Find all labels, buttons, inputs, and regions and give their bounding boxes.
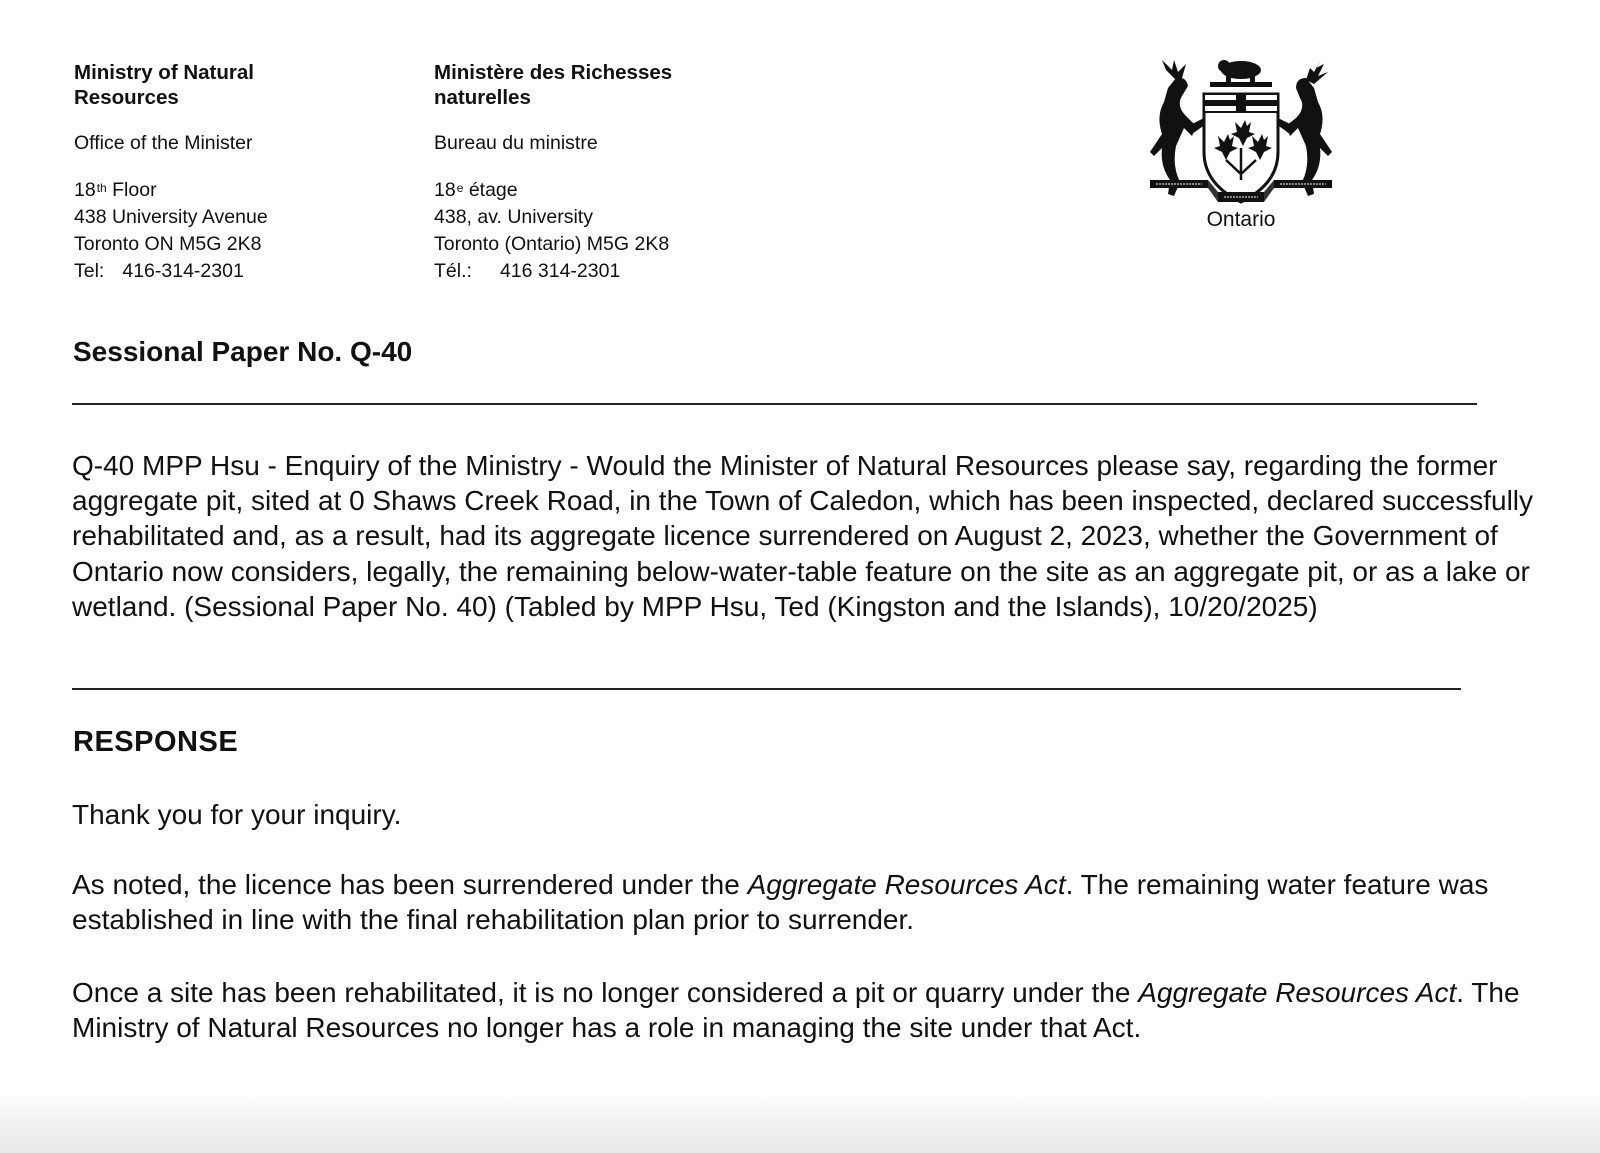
address-fr (434, 177, 672, 285)
tel-en (74, 258, 268, 285)
ministry-name-en (74, 60, 268, 110)
letterhead-french (434, 60, 672, 285)
tel-value-fr: 416 314-2301 (499, 260, 621, 282)
p2-act-name: Aggregate Resources Act (747, 869, 1066, 900)
ministry-name-fr (434, 60, 672, 110)
floor-number-fr: 18 (434, 179, 456, 201)
sessional-paper-title: Sessional Paper No. Q-40 (73, 336, 413, 367)
response-heading: RESPONSE (73, 726, 239, 758)
office-name-fr: Bureau du ministre (434, 132, 598, 154)
street-fr: 438, av. University (434, 206, 593, 228)
floor-suffix-fr: e (456, 181, 464, 195)
floor-fr (434, 177, 672, 204)
floor-suffix-en: th (96, 181, 107, 195)
tel-value-en: 416-314-2301 (122, 260, 244, 282)
floor-word-en: Floor (112, 179, 157, 201)
ontario-wordmark: Ontario (1206, 208, 1276, 231)
p2-text-a: As noted, the licence has been surrendered under the (72, 869, 748, 900)
floor-en (74, 177, 268, 204)
tel-fr (434, 258, 672, 285)
response-paragraph-2 (72, 867, 1562, 937)
page-bottom-shade (0, 1091, 1600, 1153)
city-en: Toronto ON M5G 2K8 (74, 233, 262, 255)
deer-supporter-icon (1276, 58, 1332, 196)
response-paragraph-1: Thank you for your inquiry. (72, 799, 402, 830)
p3-act-name: Aggregate Resources Act (1138, 977, 1457, 1008)
floor-number-en: 18 (74, 179, 96, 201)
office-name-en: Office of the Minister (74, 132, 253, 154)
shield-icon (1204, 94, 1278, 202)
city-fr: Toronto (Ontario) M5G 2K8 (434, 233, 670, 255)
tel-label-fr: Tél.: (434, 260, 472, 282)
ministry-name-en-line-2: Resources (74, 86, 179, 109)
p3-text-a: Once a site has been rehabilitated, it is no longer considered a pit or quarry under the (72, 977, 1139, 1008)
ministry-name-fr-line-2: naturelles (434, 86, 531, 109)
question-text: Q-40 MPP Hsu - Enquiry of the Ministry - Would the Minister of Natural Resources please say, regarding the former aggregate pit, sited at 0 Shaws Creek Road, in the Town of Caledon, which has been inspected, declared successfully rehabilitated and, as a result, had its aggregate licence surrendered on August 2, 2023, whether the Government of Ontario now considers, legally, the remaining below-water-table feature on the site as an aggregate pit, or as a lake or wetland. (Sessional Paper No. 40) (Tabled by MPP Hsu, Ted (Kingston and the Islands), 10/20/2025) (72, 450, 1534, 622)
divider-bottom (72, 688, 1461, 690)
p3-text-b: . The Ministry of Natural Resources no longer has a role in managing the site under that Act. (72, 977, 1520, 1044)
floor-word-fr: étage (468, 179, 518, 201)
ministry-name-fr-line-1: Ministère des Richesses (434, 61, 673, 84)
divider-top (72, 403, 1477, 405)
bear-crest-icon (1210, 60, 1272, 87)
street-en: 438 University Avenue (74, 206, 268, 228)
address-en (74, 177, 268, 285)
p2-text-b: . The remaining water feature was established in line with the final rehabilitation plan prior to surrender. (72, 869, 1489, 936)
moose-supporter-icon (1150, 60, 1206, 196)
response-paragraph-3 (72, 975, 1562, 1045)
ministry-name-en-line-1: Ministry of Natural (74, 61, 254, 84)
tel-label-en: Tel: (74, 260, 105, 282)
letterhead-english (74, 60, 268, 285)
